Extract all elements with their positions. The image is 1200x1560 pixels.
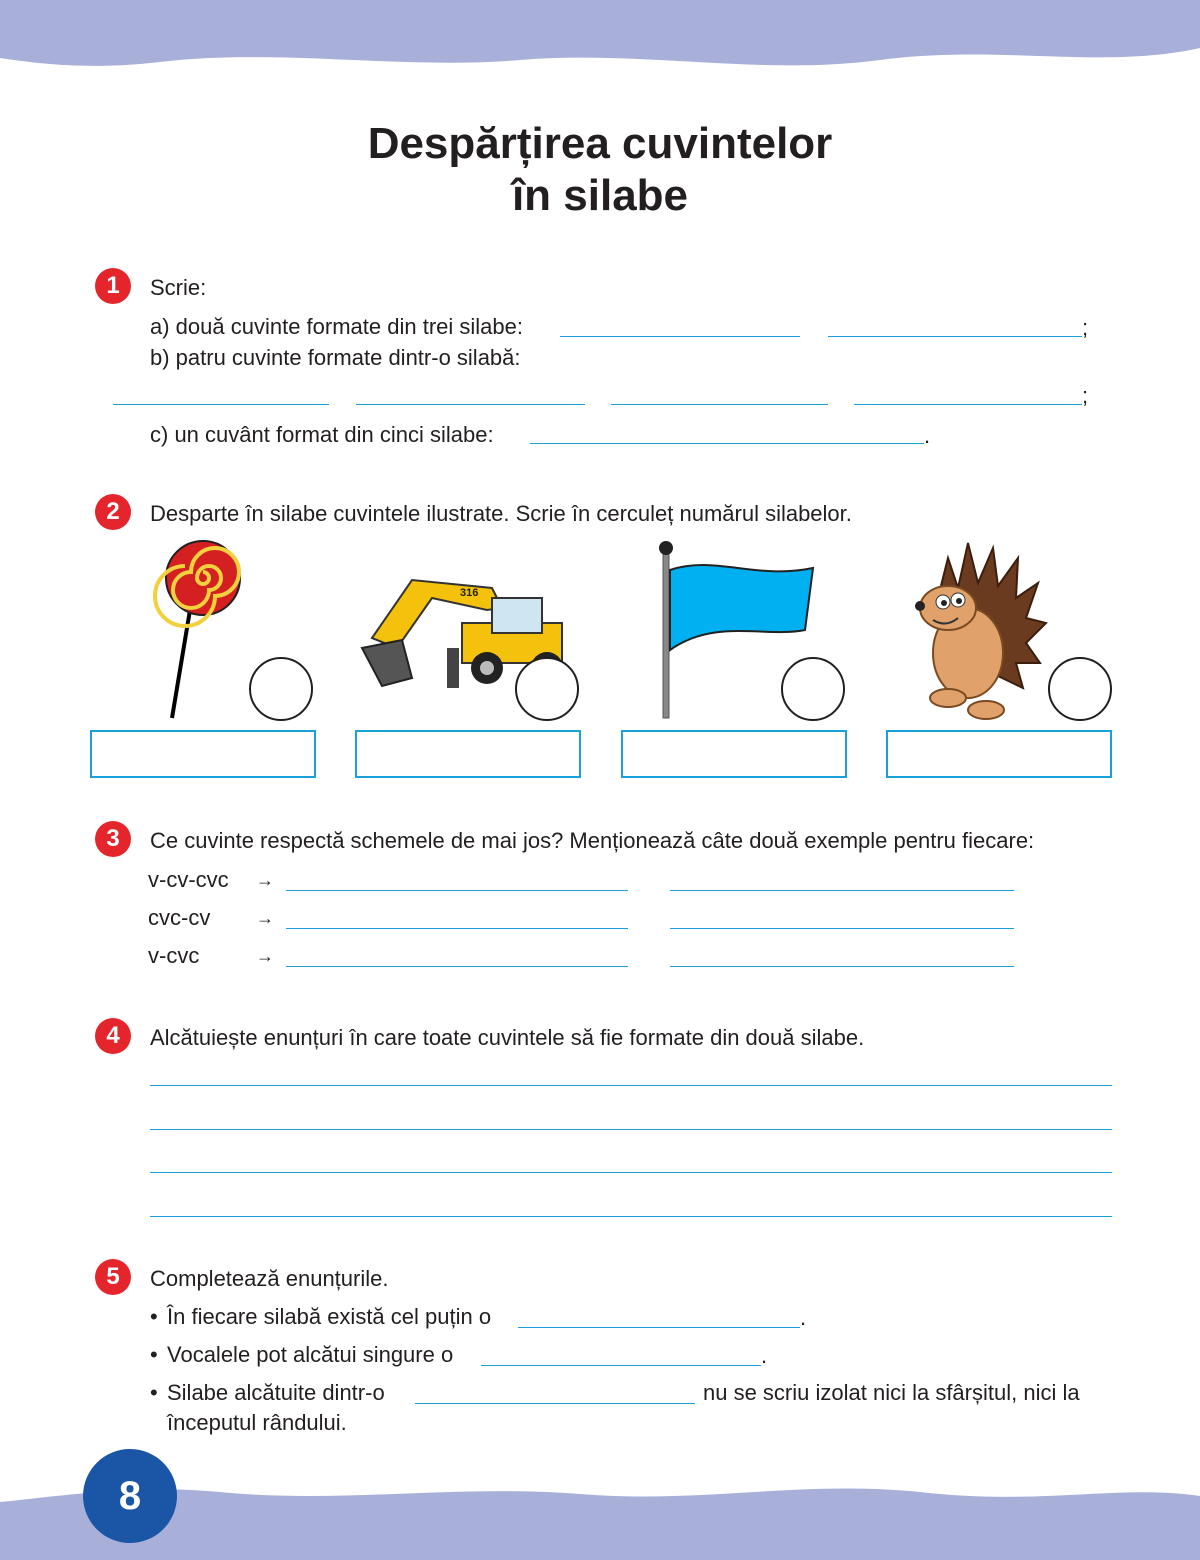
answer-line-3-1a[interactable] [286,890,628,891]
exercise-4-instruction: Alcătuiește enunțuri în care toate cuvintele să fie formate din două silabe. [150,1025,865,1050]
exercise-2-instruction: Desparte în silabe cuvintele ilustrate. Scrie în cerculeț numărul silabelor. [150,501,852,526]
answer-line-1b-2[interactable] [356,404,585,405]
syllable-answer-box-2[interactable] [355,730,581,778]
scheme-label-3: v-cvc [148,943,200,968]
sentence-1-text: În fiecare silabă există cel puțin o [167,1304,492,1329]
exercise-1c-text: c) un cuvânt format din cinci silabe: [150,422,494,447]
syllable-count-circle-3[interactable] [781,657,845,721]
answer-line-1b-3[interactable] [611,404,828,405]
exercise-2-number: 2 [95,494,131,530]
exercise-1b-text: b) patru cuvinte formate dintr-o silabă: [150,345,521,370]
title-line-1: Despărțirea cuvintelor [367,119,833,168]
syllable-count-circle-2[interactable] [515,657,579,721]
exercise-5-instruction: Completează enunțurile. [150,1266,389,1291]
answer-line-3-2a[interactable] [286,928,628,929]
syllable-count-circle-1[interactable] [249,657,313,721]
scheme-label-1: v-cv-cvc [148,867,229,892]
excavator-label: 316 [460,587,479,599]
writing-line-2[interactable] [150,1129,1112,1130]
title-line-2: în silabe [511,171,689,220]
sentence-2-text: Vocalele pot alcătui singure o [167,1342,454,1367]
bottom-wave-banner [0,1480,1200,1560]
exercise-4-number: 4 [95,1018,131,1054]
writing-line-1[interactable] [150,1085,1112,1086]
answer-line-1b-4[interactable] [854,404,1082,405]
writing-line-3[interactable] [150,1172,1112,1173]
answer-line-1b-1[interactable] [113,404,329,405]
writing-line-4[interactable] [150,1216,1112,1217]
answer-line-1a-2[interactable] [828,336,1082,337]
answer-line-1c[interactable] [530,443,924,444]
page-number-badge: 8 [83,1449,177,1543]
answer-line-1a-1[interactable] [560,336,800,337]
top-wave-banner [0,0,1200,80]
sentence-3-line-2: începutul rândului. [167,1410,347,1435]
period: . [800,1305,807,1330]
sentence-3-start: Silabe alcătuite dintr-o [167,1380,385,1405]
arrow-icon: → [256,870,274,890]
period: . [761,1343,768,1368]
exercise-3-instruction: Ce cuvinte respectă schemele de mai jos? Menționează câte două exemple pentru fiecare: [150,828,1035,853]
semicolon: ; [1082,383,1089,408]
lollipop-icon [150,540,250,725]
answer-line-3-2b[interactable] [670,928,1014,929]
sentence-3-end: nu se scriu izolat nici la sfârșitul, nici la [703,1380,1080,1405]
page-title [0,118,1200,222]
exercise-1a-text: a) două cuvinte formate din trei silabe: [150,314,523,339]
scheme-label-2: cvc-cv [148,905,211,930]
exercise-3-number: 3 [95,821,131,857]
bullet: • [150,1380,158,1405]
bullet: • [150,1304,158,1329]
answer-line-5-1[interactable] [518,1327,800,1328]
arrow-icon: → [256,908,274,928]
hedgehog-icon [908,538,1048,720]
exercise-1-instruction: Scrie: [150,275,207,300]
arrow-icon: → [256,946,274,966]
period: . [924,423,931,448]
syllable-answer-box-1[interactable] [90,730,316,778]
syllable-answer-box-4[interactable] [886,730,1112,778]
exercise-5-number: 5 [95,1259,131,1295]
answer-line-3-3b[interactable] [670,966,1014,967]
answer-line-3-3a[interactable] [286,966,628,967]
answer-line-5-3[interactable] [415,1403,695,1404]
syllable-answer-box-3[interactable] [621,730,847,778]
semicolon: ; [1082,315,1089,340]
syllable-count-circle-4[interactable] [1048,657,1112,721]
exercise-1-number: 1 [95,268,131,304]
bullet: • [150,1342,158,1367]
answer-line-3-1b[interactable] [670,890,1014,891]
answer-line-5-2[interactable] [481,1365,761,1366]
